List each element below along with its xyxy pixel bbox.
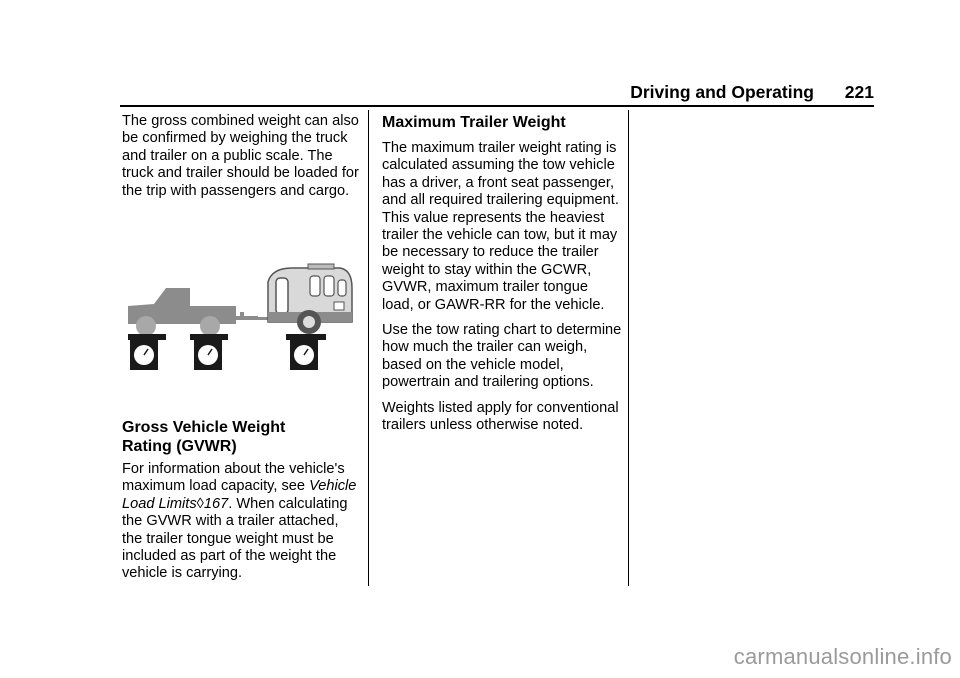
watermark-text: carmanualsonline.info: [733, 644, 952, 669]
truck-front-wheel: [136, 316, 156, 336]
page-number: 221: [844, 82, 874, 102]
truck-trailer-scale-illustration: [126, 262, 354, 378]
rear-axle-scale-icon: [190, 334, 228, 370]
column-middle: [382, 113, 622, 443]
front-axle-scale-icon: [128, 334, 166, 370]
section-title: Driving and Operating: [630, 82, 814, 102]
footer: [0, 638, 960, 678]
max-trailer-weight-paragraph-2: Use the tow rating chart to determine how much the trailer can weigh, based on the vehicle model, powertrain and trailering options.: [382, 322, 622, 391]
page-header: [120, 82, 874, 106]
max-trailer-weight-heading: Maximum Trailer Weight: [382, 114, 566, 131]
column-divider-left: [368, 110, 369, 586]
camper-trailer-icon: [268, 264, 352, 334]
gvwr-heading-line1: Gross Vehicle Weight: [122, 419, 286, 436]
trailer-axle-scale-icon: [286, 334, 326, 370]
gvwr-text-end: . When calculating the GVWR with a trailer attached, the trailer tongue weight must be included as part of the weight the vehicle is carrying.: [122, 495, 348, 582]
reference-icon: ◊: [196, 495, 204, 512]
column-divider-right: [628, 110, 629, 586]
column-left: [122, 113, 362, 208]
vehicle-load-limits-link[interactable]: Vehicle Load Limits: [122, 478, 357, 512]
reference-page-number[interactable]: 167: [203, 495, 229, 512]
gvwr-heading-line2: Rating (GVWR): [122, 438, 237, 455]
gvwr-text-start: For information about the vehicle's maximum load capacity, see: [122, 461, 345, 495]
gvwr-heading: [122, 418, 362, 456]
header-rule: [120, 105, 874, 107]
max-trailer-weight-paragraph-3: Weights listed apply for conventional trailers unless otherwise noted.: [382, 399, 619, 434]
max-trailer-weight-paragraph-1: The maximum trailer weight rating is calculated assuming the tow vehicle has a driver, a front seat passenger, and all required trailering equipment. This value represents the heaviest trailer the vehicle can tow, but it may be necessary to reduce the trailer weight to stay within the GCWR, GVWR, maximum trailer tongue load, or GAWR-RR for the vehicle.: [382, 140, 619, 313]
intro-paragraph: The gross combined weight can also be confirmed by weighing the truck and trailer on a public scale. The truck and trailer should be loaded for the trip with passengers and cargo.: [122, 113, 359, 199]
gvwr-paragraph: [122, 461, 362, 583]
truck-rear-wheel: [200, 316, 220, 336]
